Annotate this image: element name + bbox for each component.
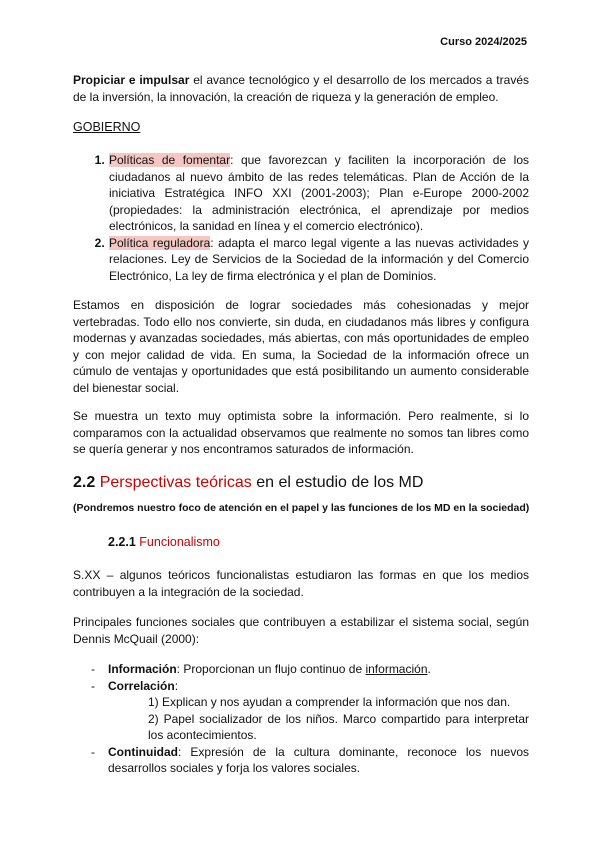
section-title-rest: en el estudio de los MD	[251, 474, 424, 491]
policy-highlight: Política reguladora	[109, 235, 211, 250]
course-header: Curso 2024/2025	[440, 36, 527, 48]
subsection-number: 2.2.1	[108, 535, 136, 549]
function-label: Información	[108, 662, 177, 676]
section-heading	[73, 474, 423, 492]
intro-text: el avance tecnológico y el desarrollo de los mercados a través de la inversión, la innovación, la creación de riqueza y la generación de empleo.	[73, 73, 529, 104]
function-text: : Expresión de la cultura dominante, reconoce los nuevos desarrollos sociales y forja los valores sociales.	[108, 744, 529, 775]
informacion-link[interactable]: información	[365, 662, 428, 676]
gobierno-heading: GOBIERNO	[73, 120, 141, 134]
section-title-red: Perspectivas teóricas	[99, 474, 252, 491]
list-item	[108, 152, 529, 235]
function-label: Continuidad	[108, 744, 178, 759]
function-colon: :	[174, 678, 179, 693]
policy-text: : adapta el marco legal vigente a las nuevas actividades y relaciones. Ley de Servicios de la Sociedad de la información y del Comercio Electrónico, La ley de firma electrónica y el plan de Dominios.	[109, 235, 529, 283]
correlation-item-2: 2) Papel socializador de los niños. Marco compartido para interpretar los acontecimientos.	[148, 711, 529, 742]
functions-list	[73, 661, 529, 777]
function-end: .	[427, 662, 431, 676]
policy-highlight: Políticas de fomentar	[109, 153, 231, 167]
list-item	[73, 744, 529, 777]
correlation-sublist	[108, 694, 529, 744]
intro-bold: Propiciar e impulsar	[73, 73, 190, 87]
paragraph-sociedades: Estamos en disposición de lograr sociedades más cohesionadas y mejor vertebradas. Todo ello nos convierte, sin duda, en ciudadanos más libres y configura modernas y avanzadas sociedades, más abiertas, con más oportunidades de empleo y con mejor calidad de vida. En suma, la Sociedad de la información ofrece un cúmulo de ventajas y oportunidades que está posibilitando un aumento considerable del bienestar social.	[73, 298, 529, 395]
list-item	[108, 235, 529, 285]
section-number: 2.2	[73, 474, 96, 491]
paragraph-mcquail: Principales funciones sociales que contribuyen a estabilizar el sistema social, según Dennis McQuail (2000):	[73, 615, 529, 646]
paragraph-funcionalistas: S.XX – algunos teóricos funcionalistas estudiaron las formas en que los medios contribuyen a la integración de la sociedad.	[73, 568, 529, 599]
intro-paragraph	[73, 72, 529, 105]
policy-text: : que favorezcan y faciliten la incorporación de los ciudadanos al nuevo ámbito de las redes telemáticas. Plan de Acción de la iniciativa Estratégica INFO XXI (2001-2003); Plan e-Europe 2000-2002 (propiedades: la administración electrónica, el aprendizaje por medios electrónicos, la sanidad en línea y el comercio electrónico).	[109, 153, 530, 233]
function-text: : Proporcionan un flujo continuo de	[176, 662, 366, 676]
list-item	[73, 678, 529, 744]
section-subtitle: (Pondremos nuestro foco de atención en el papel y las funciones de los MD en la sociedad)	[73, 502, 530, 514]
list-item	[73, 661, 529, 678]
paragraph-optimista: Se muestra un texto muy optimista sobre la información. Pero realmente, si lo comparamos con la actualidad observamos que realmente no somos tan libres como se quería generar y nos encontramos saturados de información.	[73, 409, 529, 456]
policies-list	[73, 152, 529, 284]
correlation-item-1: 1) Explican y nos ayudan a comprender la información que nos dan.	[148, 695, 511, 709]
subsection-heading	[108, 535, 220, 549]
subsection-title: Funcionalismo	[139, 535, 220, 549]
function-label: Correlación	[108, 678, 175, 693]
